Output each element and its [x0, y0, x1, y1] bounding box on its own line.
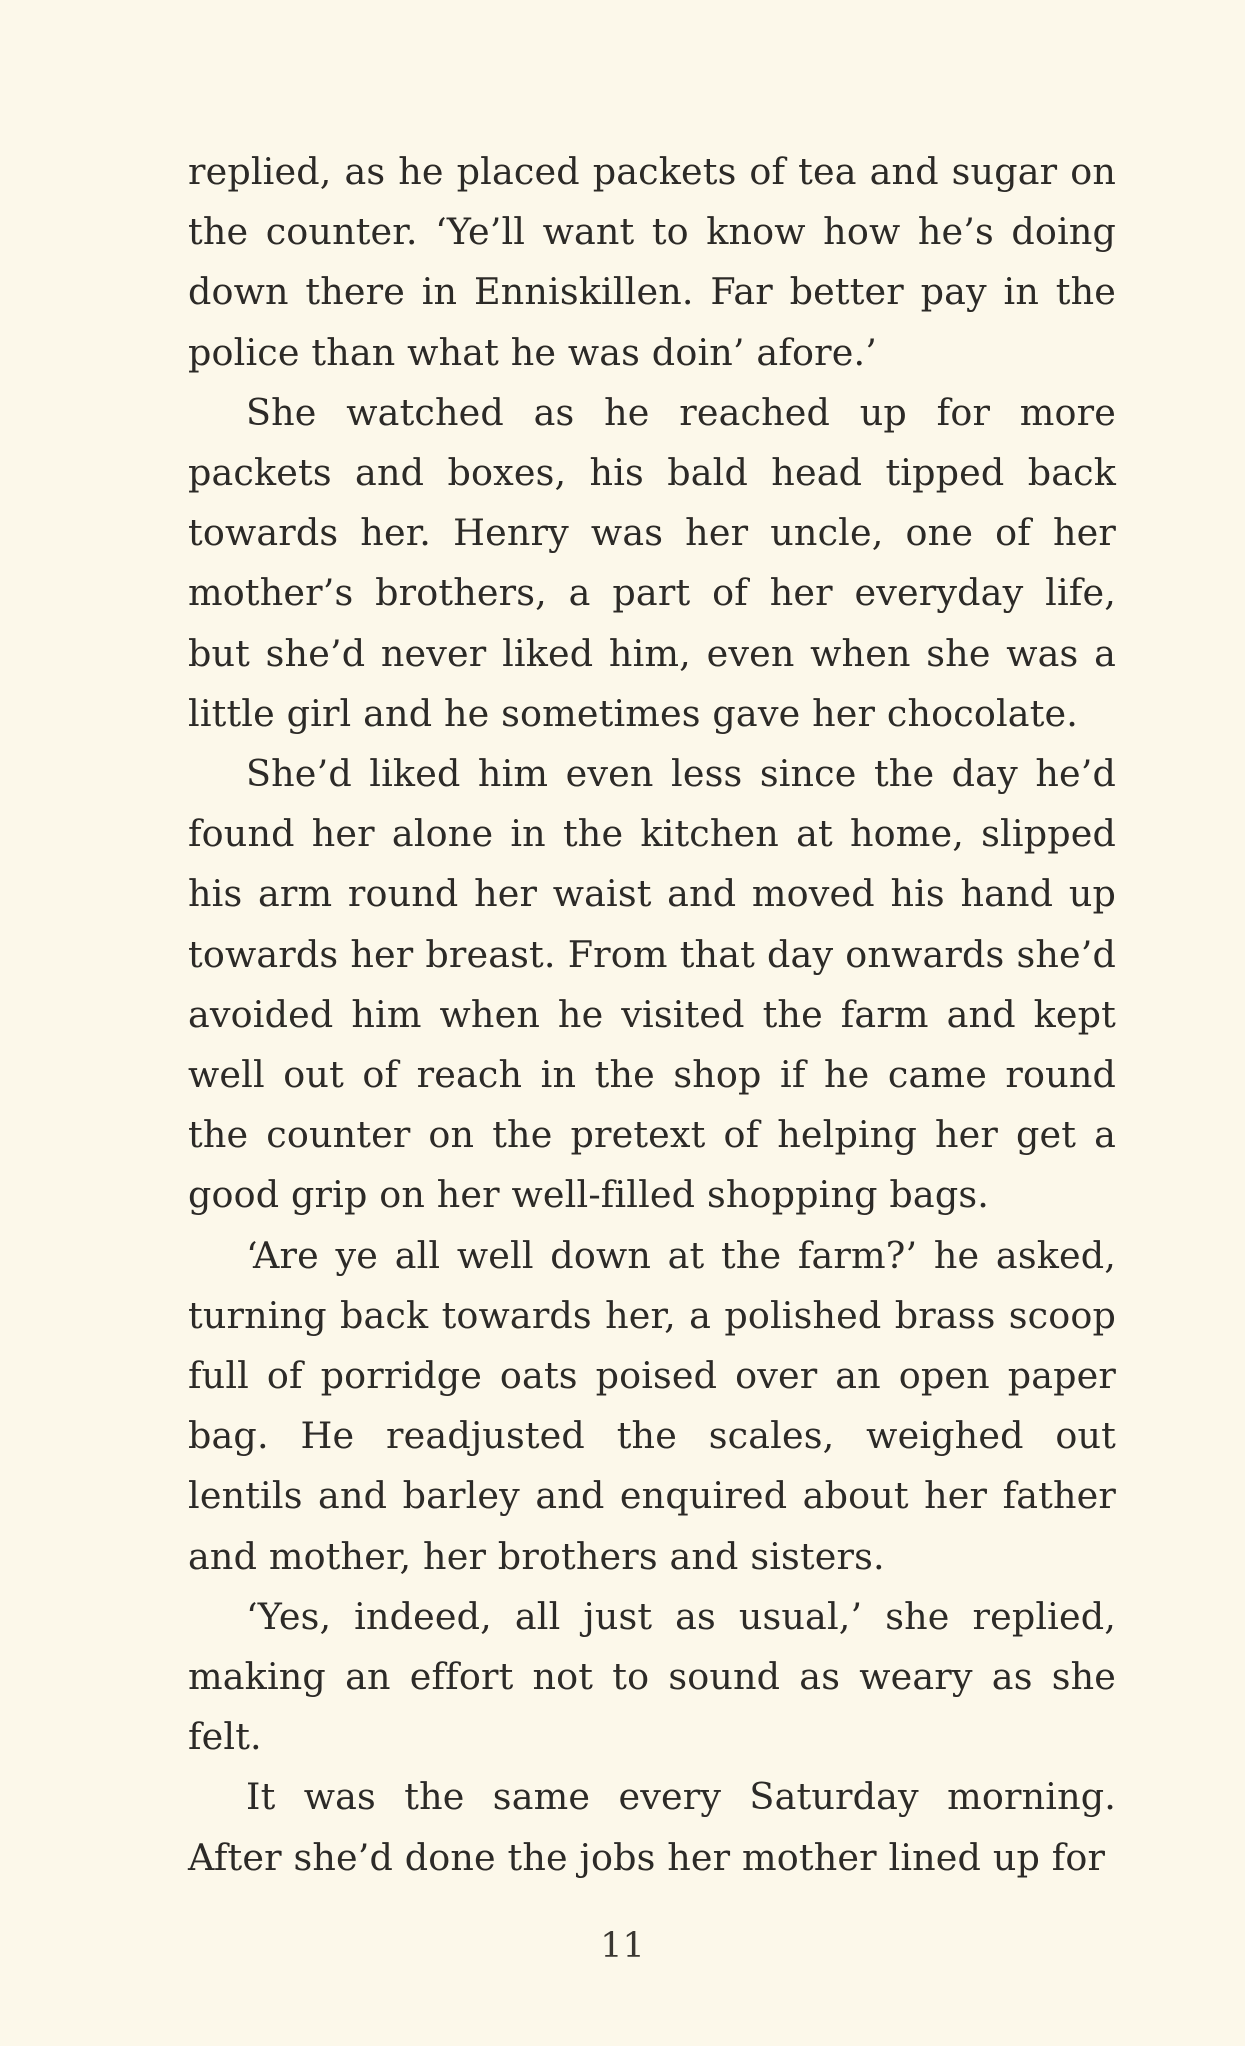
- paragraph-4: ‘Are ye all well down at the farm?’ he asked, turning back towards her, a polished brass scoop full of porridge oats poised over an open paper bag. He readjusted the scales, weighed out lentils and barley and enquired about her father and mother, her brothers and sisters.: [188, 1233, 1116, 1578]
- paragraph-1: replied, as he placed packets of tea and sugar on the counter. ‘Ye’ll want to know how he’s doing down there in Enniskillen. Far better pay in the police than what he was doin’ afore.’: [188, 150, 1116, 374]
- paragraph-3: She’d liked him even less since the day he’d found her alone in the kitchen at home, slipped his arm round her waist and moved his hand up towards her breast. From that day onwards she’d avoided him when he visited the farm and kept well out of reach in the shop if he came round the counter on the pretext of helping her get a good grip on her well-filled shopping bags.: [188, 752, 1116, 1217]
- paragraph-6: It was the same every Saturday morning. After she’d done the jobs her mother lined up for: [188, 1775, 1116, 1879]
- paragraph-2: She watched as he reached up for more packets and boxes, his bald head tipped back towards her. Henry was her uncle, one of her mother’s brothers, a part of her everyday life, but she’d never liked him, even when she was a little girl and he sometimes gave her chocolate.: [188, 390, 1116, 735]
- paragraph-5: ‘Yes, indeed, all just as usual,’ she replied, making an effort not to sound as weary as she felt.: [188, 1594, 1116, 1759]
- body-text: [188, 142, 1116, 1888]
- page-number: 11: [600, 1926, 645, 1966]
